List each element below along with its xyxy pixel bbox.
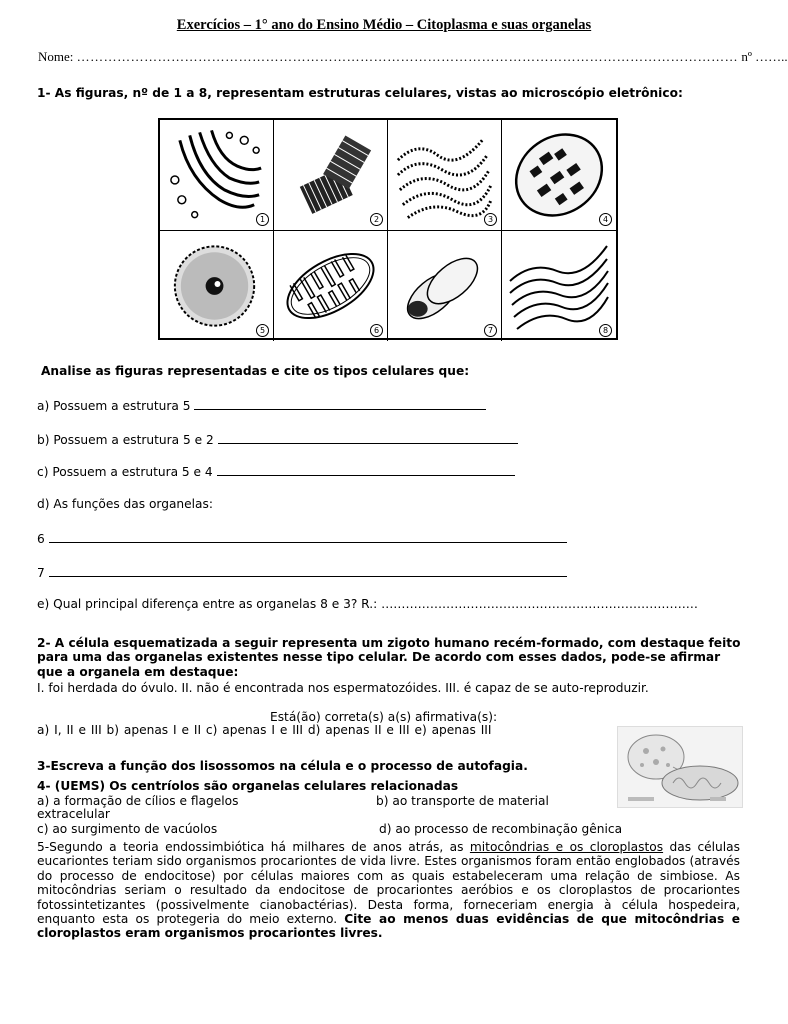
q1-e [37,597,698,611]
q1-e-label: e) Qual principal diferença entre as organelas 8 e 3? R.: [37,597,378,611]
smooth-er-illustration [502,231,616,341]
q4-option-a[interactable]: a) a formação de cílios e flagelos [37,794,239,808]
figure-5-nucleus [160,231,274,341]
name-field[interactable]: ………………………………………………………………………………………………………………………………… [76,49,739,64]
name-line [38,50,788,65]
q2-statement: 2- A célula esquematizada a seguir representa um zigoto humano recém-formado, com destaque feito para uma das organelas existentes nesse tipo celular. De acordo com esses dados, pode-se afirmar que a organela em destaque: [37,636,741,679]
q4-option-b[interactable]: b) ao transporte de material [376,794,549,808]
q4-option-d[interactable]: d) ao processo de recombinação gênica [379,822,623,836]
q4-option-c[interactable]: c) ao surgimento de vacúolos [37,822,218,836]
zygote-figure [617,726,743,808]
q1-e-answer-dots[interactable]: …………………………………………………………………… [381,597,698,611]
q1-analyse: Analise as figuras representadas e cite os tipos celulares que: [41,364,470,378]
number-field[interactable]: …….. [755,49,788,64]
q1-a-answer-line[interactable] [194,397,486,410]
figure-1-golgi [160,120,274,231]
q1-c-label: c) Possuem a estrutura 5 e 4 [37,465,213,479]
q2-correct: Está(ão) correta(s) a(s) afirmativa(s): [270,710,498,724]
q1-d7 [37,564,567,580]
figure-7-lysosome [388,231,502,341]
zygote-illustration [618,727,742,807]
q1-d6-answer-line[interactable] [49,530,567,543]
centriole-illustration [274,120,387,230]
figure-6-mitochondrion [274,231,388,341]
figure-number: 1 [256,213,269,226]
q2-items: I. foi herdada do óvulo. II. não é encontrada nos espermatozóides. III. é capaz de se auto-reproduzir. [37,681,649,695]
q4-option-b-cont: extracelular [37,807,110,821]
figure-4-chloroplast [502,120,616,231]
q1-b-answer-line[interactable] [218,431,518,444]
q4-statement: 4- (UEMS) Os centríolos são organelas celulares relacionadas [37,779,459,793]
q1-a [37,397,486,413]
figure-number: 3 [484,213,497,226]
q1-c [37,463,515,479]
q1-d: d) As funções das organelas: [37,497,213,511]
q1-b [37,431,518,447]
mitochondrion-illustration [274,231,387,341]
figure-number: 7 [484,324,497,337]
figure-number: 4 [599,213,612,226]
name-label: Nome: [38,49,74,64]
q5-text-1: 5-Segundo a teoria endossimbiótica há milhares de anos atrás, as [37,840,470,854]
figure-8-smooth-er [502,231,616,341]
rough-er-illustration [388,120,501,230]
lysosome-illustration [388,231,501,341]
q3-statement: 3-Escreva a função dos lisossomos na célula e o processo de autofagia. [37,759,528,773]
q1-d7-label: 7 [37,566,45,580]
q1-a-label: a) Possuem a estrutura 5 [37,399,191,413]
figure-number: 6 [370,324,383,337]
figure-2-centriole [274,120,388,231]
number-label: nº [741,49,752,64]
page-title: Exercícios – 1° ano do Ensino Médio – Citoplasma e suas organelas [176,17,592,33]
q1-c-answer-line[interactable] [217,463,515,476]
q1-d6 [37,530,567,546]
nucleus-illustration [160,231,273,341]
golgi-illustration [160,120,273,230]
q5-paragraph [37,840,740,941]
q2-options[interactable]: a) I, II e III b) apenas I e II c) apenas I e III d) apenas II e III e) apenas III [37,723,492,737]
chloroplast-illustration [502,120,616,230]
q1-b-label: b) Possuem a estrutura 5 e 2 [37,433,214,447]
q1-statement: 1- As figuras, nº de 1 a 8, representam estruturas celulares, vistas ao microscópio eletrônico: [37,86,683,100]
q1-d6-label: 6 [37,532,45,546]
q5-text-2: das células eucariontes teriam sido organismos procariontes de vida livre. Estes organismos foram então englobados (através do processo de endocitose) por células maiores com as quais estabeleceram uma relação de simbiose. As mitocôndrias seriam o resultado da endocitose de procariontes aeróbios e os cloroplastos de procariontes fotossintetizantes (possivelmente cianobactérias). Desta forma, forneceriam energia à célula hospedeira, enquanto esta os protegeria do meio externo. [37,840,740,926]
figure-number: 8 [599,324,612,337]
figure-number: 2 [370,213,383,226]
figure-number: 5 [256,324,269,337]
q5-text-bold: Cite ao menos duas evidências de que mitocôndrias e cloroplastos eram organismos procariontes livres. [37,911,740,941]
q5-text-underlined: mitocôndrias e os cloroplastos [469,840,664,854]
q1-d7-answer-line[interactable] [49,564,567,577]
organelle-figure-grid [158,118,618,340]
figure-3-rough-er [388,120,502,231]
